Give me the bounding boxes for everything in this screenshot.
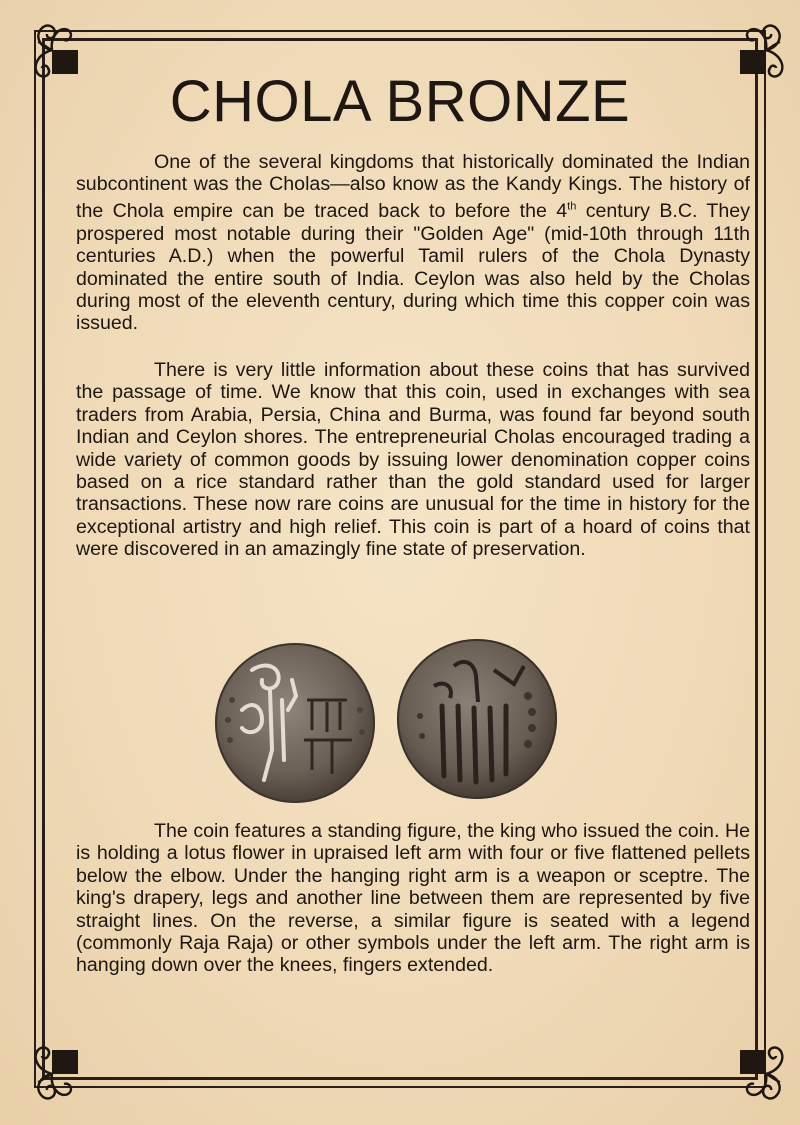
page-title: CHOLA BRONZE xyxy=(169,69,631,134)
intro-paragraph: One of the several kingdoms that historically dominated the Indian subcontinent was the Cholas—also know as the Kandy Kings. The history of the Chola empire can be traced back to before the 4th century B.C. They prospered most notable during their "Golden Age" (mid-10th through 11th centuries A.D.) when the powerful Tamil rulers of the Chola Dynasty dominated the entire south of India. Ceylon was also held by the Cholas during most of the eleventh century, during which time this copper coin was issued. xyxy=(76,151,750,335)
coin-obverse-image xyxy=(212,640,378,806)
corner-ornament-icon xyxy=(718,1032,788,1102)
corner-ornament-icon xyxy=(30,1032,100,1102)
description-paragraph: The coin features a standing figure, the king who issued the coin. He is holding a lotus flower in upraised left arm with four or five flattened pellets below the elbow. Under the hanging right arm is a weapon or sceptre. The king's drapery, legs and another line between them are represented by five straight lines. On the reverse, a similar figure is seated with a legend (commonly Raja Raja) or other symbols under the left arm. The right arm is hanging down over the knees, fingers extended. xyxy=(76,820,750,977)
history-paragraph: There is very little information about these coins that has survived the passage of time. We know that this coin, used in exchanges with sea traders from Arabia, Persia, China and Burma, was found far beyond south Indian and Ceylon shores. The entrepreneurial Cholas encouraged trading a wide variety of common goods by issuing lower denomination copper coins based on a rice standard rather than the gold standard used for larger transactions. These now rare coins are unusual for the time in history for the exceptional artistry and high relief. This coin is part of a hoard of coins that were discovered in an amazingly fine state of preservation. xyxy=(76,359,750,561)
coin-reverse-image xyxy=(394,636,560,802)
